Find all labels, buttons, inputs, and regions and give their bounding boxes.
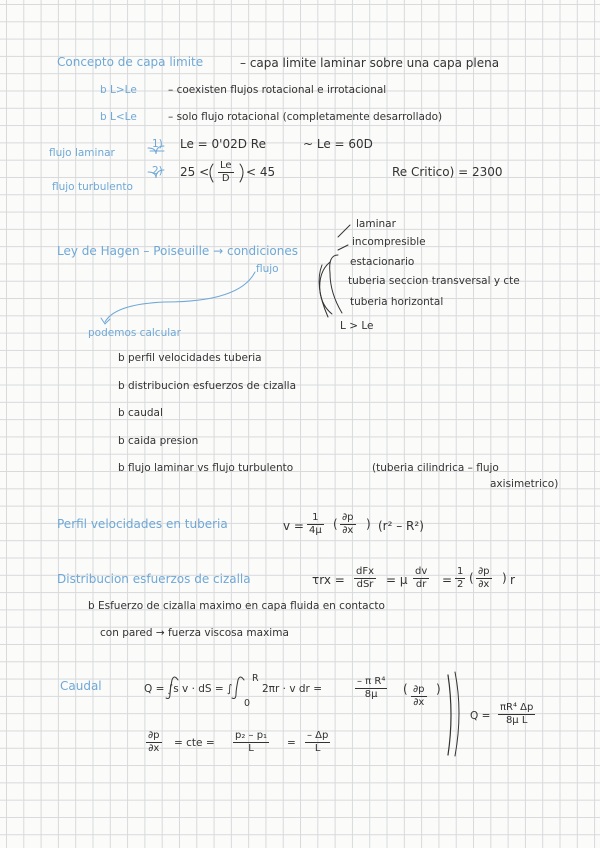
condition-5: tuberia horizontal (350, 296, 444, 308)
case1-text: – coexisten flujos rotacional e irrotacional (168, 84, 387, 96)
dp-f1-num: ∂p (148, 730, 160, 741)
result-den: 8μ L (505, 715, 528, 726)
velocity-coef (307, 512, 324, 537)
calc-note-2: axisimetrico) (490, 478, 559, 490)
shear-r: r (510, 573, 515, 587)
shear-f3-num: 1 (457, 566, 464, 577)
velocity-coef-num: 1 (307, 512, 324, 525)
shear-f2-num: dv (415, 566, 428, 577)
flow-f2 (411, 684, 427, 709)
section3-title: Perfil velocidades en tuberia (57, 517, 228, 531)
result-lhs: Q = (470, 710, 491, 722)
case2-text: – solo flujo rotacional (completamente desarrollado) (168, 111, 443, 123)
eq2-number: 2) (152, 165, 163, 177)
section1-definition: – capa limite laminar sobre una capa plena (240, 56, 500, 70)
flow-f1-den: 8μ (364, 689, 378, 700)
eq2-left: 25 < (180, 165, 210, 179)
flow-f1-num: – π R⁴ (357, 676, 386, 687)
dp-f2-num: p₂ – p₁ (235, 730, 268, 741)
flow-paren-close: ) (436, 682, 441, 696)
flow-eq-mid: 2πr · v dr = (262, 683, 323, 695)
shear-mid: = μ (386, 573, 408, 587)
paren-close: ) (366, 517, 371, 531)
shear-f3-den: 2 (457, 579, 464, 590)
dp-f3-den: L (314, 743, 321, 754)
condition-6: L > Le (340, 320, 374, 332)
integral-upper: R (252, 673, 259, 684)
paren-open: ( (333, 517, 338, 531)
shear-lhs: τrx = (312, 573, 345, 587)
shear-f3 (455, 566, 465, 591)
section4-title: Distribucion esfuerzos de cizalla (57, 572, 251, 586)
velocity-lhs: v = (283, 519, 304, 533)
eq2-right: < 45 (246, 165, 276, 179)
shear-eq: = (442, 573, 453, 587)
re-critical: Re Critico) = 2300 (392, 165, 503, 179)
shear-f4-num: ∂p (478, 566, 490, 577)
can-calculate: podemos calcular (88, 327, 181, 339)
section1-title: Concepto de capa limite (57, 55, 204, 69)
condition-4: tuberia seccion transversal y cte (348, 275, 520, 287)
flow-sub: flujo (256, 263, 279, 275)
result-num: πR⁴ Δp (500, 702, 534, 713)
shear-f2 (413, 566, 429, 591)
result-frac (498, 702, 535, 727)
condition-1: laminar (356, 218, 396, 230)
shear-f1-num: dFx (356, 566, 375, 577)
velocity-coef-den: 4μ (309, 525, 322, 536)
dp-f3 (305, 730, 330, 755)
flow-paren-open: ( (403, 682, 408, 696)
condition-3: estacionario (350, 256, 415, 268)
dp-eq: = cte = (174, 737, 215, 749)
shear-paren-close: ) (502, 571, 507, 585)
flow-eq-lhs: Q = ∫s v · dS = ∫ (144, 683, 233, 695)
eq2-fraction (218, 160, 234, 185)
shear-f4 (476, 566, 492, 591)
shear-f4-den: ∂x (478, 579, 490, 590)
section2-title: Ley de Hagen – Poiseuille → condiciones (57, 244, 299, 258)
dp-f1 (146, 730, 162, 755)
calc-item-3: b caudal (118, 407, 163, 419)
case1-label: b L>Le (100, 84, 137, 96)
calc-item-2: b distribucion esfuerzos de cizalla (118, 380, 297, 392)
eq2-fraction-num: Le (220, 160, 232, 171)
shear-f1-den: dSr (356, 579, 374, 590)
section5-title: Caudal (60, 679, 102, 693)
dp-f1-den: ∂x (148, 743, 160, 754)
eq1b: ~ Le = 60D (303, 137, 373, 151)
shear-paren-open: ( (469, 571, 474, 585)
calc-item-1: b perfil velocidades tuberia (118, 352, 262, 364)
condition-2: incompresible (352, 236, 426, 248)
calc-note: (tuberia cilindrica – flujo (372, 462, 499, 474)
dp-f2-den: L (248, 743, 254, 754)
velocity-dp (340, 512, 356, 537)
turbulent-label: flujo turbulento (52, 181, 133, 193)
calc-item-5: b flujo laminar vs flujo turbulento (118, 462, 294, 474)
calc-item-4: b caida presion (118, 435, 199, 447)
velocity-rhs: (r² – R²) (378, 519, 424, 533)
shear-f1 (354, 566, 376, 591)
velocity-dp-num: ∂p (342, 512, 354, 523)
shear-note-2: con pared → fuerza viscosa maxima (100, 627, 289, 639)
eq1-number: 1) (152, 138, 163, 150)
eq1: Le = 0'02D Re (180, 137, 266, 151)
velocity-dp-den: ∂x (342, 525, 354, 536)
case2-label: b L<Le (100, 111, 137, 123)
shear-f2-den: dr (415, 579, 427, 590)
shear-note-1: b Esfuerzo de cizalla maximo en capa fluida en contacto (88, 600, 385, 612)
dp-eq2: = (287, 737, 296, 749)
dp-f2 (233, 730, 269, 755)
integral-lower: 0 (244, 698, 251, 709)
eq2-fraction-den: D (221, 173, 230, 184)
flow-f2-den: ∂x (413, 697, 425, 708)
flow-f1 (355, 676, 387, 701)
laminar-label: flujo laminar (49, 147, 115, 159)
flow-f2-num: ∂p (413, 684, 425, 695)
dp-f3-num: – Δp (307, 730, 329, 741)
